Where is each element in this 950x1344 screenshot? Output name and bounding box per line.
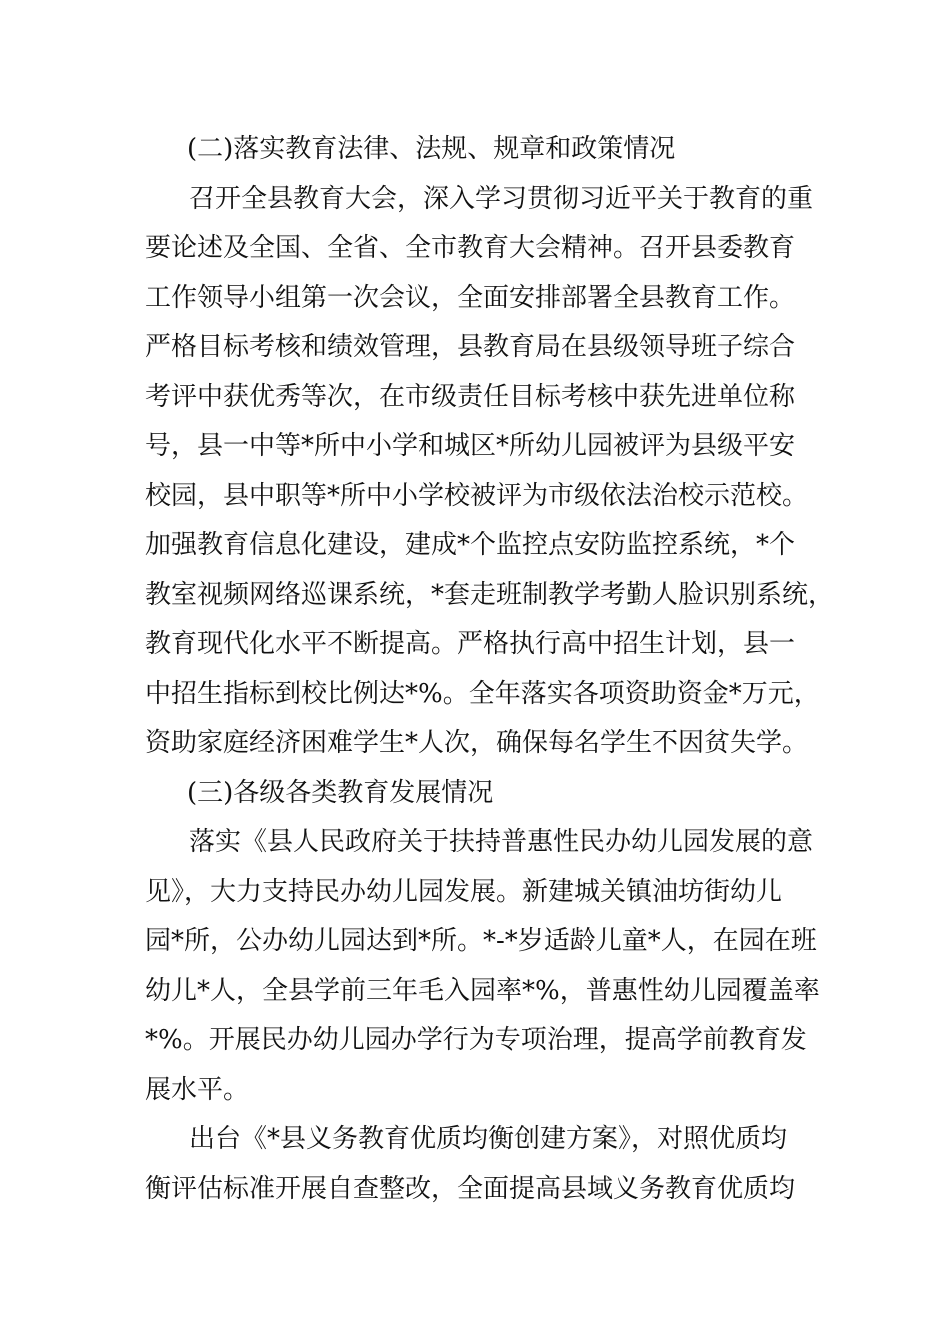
paragraph-line: 要论述及全国、全省、全市教育大会精神。召开县委教育: [145, 233, 796, 263]
paragraph-line: 校园，县中职等*所中小学校被评为市级依法治校示范校。: [145, 480, 809, 511]
paragraph-line: 工作领导小组第一次会议，全面安排部署全县教育工作。: [145, 282, 796, 313]
paragraph-line: 落实《县人民政府关于扶持普惠性民办幼儿园发展的意: [189, 827, 814, 857]
paragraph-line: *%。开展民办幼儿园办学行为专项治理，提高学前教育发: [145, 1025, 807, 1055]
paragraph-line: 教育现代化水平不断提高。严格执行高中招生计划，县一: [145, 629, 796, 659]
paragraph-line: 号，县一中等*所中小学和城区*所幼儿园被评为县级平安: [145, 431, 796, 461]
paragraph-line: 衡评估标准开展自查整改，全面提高县域义务教育优质均: [145, 1173, 796, 1204]
paragraph-line: 资助家庭经济困难学生*人次，确保每名学生不因贫失学。: [145, 728, 809, 758]
paragraph-line: 展水平。: [145, 1074, 250, 1105]
paragraph-line: 加强教育信息化建设，建成*个监控点安防监控系统，*个: [145, 530, 796, 560]
section-heading: (三)各级各类教育发展情况: [187, 777, 494, 808]
paragraph-line: 见》，大力支持民办幼儿园发展。新建城关镇油坊街幼儿: [145, 876, 783, 907]
document-body: [145, 125, 835, 1214]
paragraph-line: 出台《*县义务教育优质均衡创建方案》，对照优质均: [189, 1124, 788, 1154]
paragraph-line: 幼儿*人，全县学前三年毛入园率*%，普惠性幼儿园覆盖率: [145, 975, 820, 1006]
paragraph-line: 中招生指标到校比例达*%。全年落实各项资助资金*万元，: [145, 678, 820, 709]
paragraph-line: 严格目标考核和绩效管理，县教育局在县级领导班子综合: [145, 332, 796, 362]
paragraph: [145, 1115, 815, 1214]
paragraph-line: 考评中获优秀等次，在市级责任目标考核中获先进单位称: [145, 381, 796, 412]
paragraph-line: 教室视频网络巡课系统，*套走班制教学考勤人脸识别系统，: [145, 579, 835, 610]
paragraph-line: 召开全县教育大会，深入学习贯彻习近平关于教育的重: [189, 183, 814, 214]
section-heading: (二)落实教育法律、法规、规章和政策情况: [187, 134, 676, 164]
paragraph: [145, 175, 835, 769]
paragraph: [145, 818, 820, 1115]
paragraph-line: 园*所，公办幼儿园达到*所。*-*岁适龄儿童*人，在园在班: [145, 926, 817, 956]
